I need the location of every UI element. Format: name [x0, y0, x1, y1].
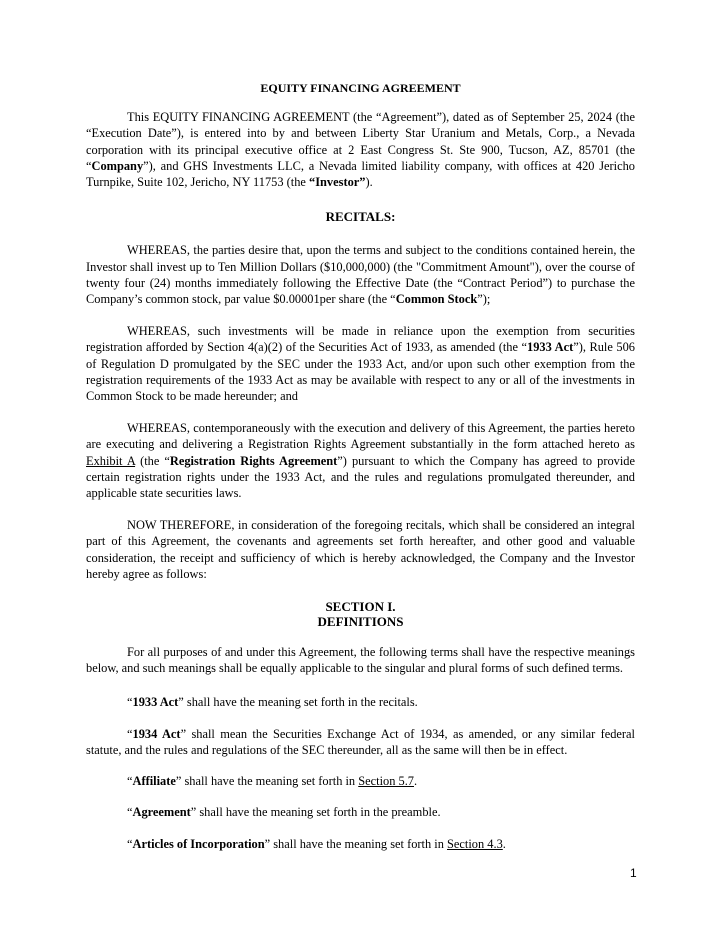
section-heading: [86, 599, 635, 629]
definition-item: “Articles of Incorporation” shall have the meaning set forth in Section 4.3.: [127, 836, 506, 851]
page-number: 1: [630, 866, 637, 880]
section-title: DEFINITIONS: [317, 614, 404, 630]
definition-item: “1934 Act” shall mean the Securities Exchange Act of 1934, as amended, or any similar federal statute, and the rules and regulations of the SEC thereunder, all as the same will then be in effect.: [86, 726, 635, 757]
definition-item: “1933 Act” shall have the meaning set forth in the recitals.: [127, 695, 418, 710]
section-reference: Section 5.7: [358, 774, 414, 789]
recital-paragraph-2: WHEREAS, such investments will be made in reliance upon the exemption from securities registration afforded by Section 4(a)(2) of the Securities Act of 1933, as amended (the “1933 Act”), Rule 506 of Regulation D promulgated by the SEC under the 1933 Act, and/or upon such other exemption from the registration requirements of the 1933 Act as may be available with respect to any or all of the investments in Common Stock to be made hereunder; and: [86, 324, 635, 404]
definitions-intro: For all purposes of and under this Agreement, the following terms shall have the respective meanings below, and such meanings shall be equally applicable to the singular and plural forms of such defined terms.: [86, 645, 635, 676]
document-page: [86, 80, 635, 852]
recital-paragraph-3: WHEREAS, contemporaneously with the execution and delivery of this Agreement, the parties hereto are executing and delivering a Registration Rights Agreement substantially in the form attached hereto as Exhibit A (the “Registration Rights Agreement”) pursuant to which the Company has agreed to provide certain registration rights under the 1933 Act, and the rules and regulations promulgated thereunder, and applicable state securities laws.: [86, 421, 635, 501]
definition-item: “Affiliate” shall have the meaning set forth in Section 5.7.: [127, 774, 418, 789]
exhibit-a-reference: Exhibit A: [86, 453, 136, 468]
recitals-heading: RECITALS:: [325, 209, 396, 225]
section-reference: Section 4.3: [447, 836, 503, 851]
section-number: SECTION I.: [325, 599, 396, 615]
document-title: EQUITY FINANCING AGREEMENT: [260, 81, 461, 95]
preamble-paragraph: This EQUITY FINANCING AGREEMENT (the “Agreement”), dated as of September 25, 2024 (the “Execution Date”), is entered into by and between Liberty Star Uranium and Metals, Corp., a Nevada corporation with its principal executive office at 2 East Congress St. Ste 900, Tucson, AZ, 85701 (the “Company”), and GHS Investments LLC, a Nevada limited liability company, with offices at 420 Jericho Turnpike, Suite 102, Jericho, NY 11753 (the “Investor”).: [86, 110, 635, 190]
recital-paragraph-1: WHEREAS, the parties desire that, upon the terms and subject to the conditions contained herein, the Investor shall invest up to Ten Million Dollars ($10,000,000) (the "Commitment Amount"), over the course of twenty four (24) months immediately following the Effective Date (the “Contract Period”) to purchase the Company’s common stock, par value $0.00001per share (the “Common Stock”);: [86, 243, 635, 307]
definition-item: “Agreement” shall have the meaning set forth in the preamble.: [127, 805, 441, 820]
now-therefore-paragraph: NOW THEREFORE, in consideration of the foregoing recitals, which shall be considered an integral part of this Agreement, the covenants and agreements set forth hereafter, and other good and valuable consideration, the receipt and sufficiency of which is hereby acknowledged, the Company and the Investor hereby agree as follows:: [86, 518, 635, 581]
